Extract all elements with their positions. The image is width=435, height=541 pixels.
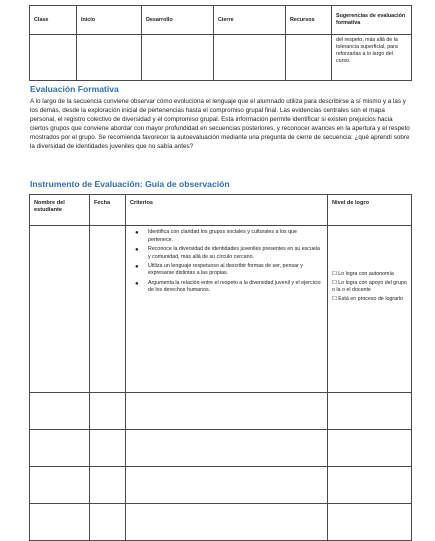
header-nombre: Nombre del estudiante — [30, 195, 90, 226]
cell-empty — [30, 430, 90, 467]
cell-empty — [126, 430, 328, 467]
cell-empty — [328, 430, 412, 467]
header-recursos: Recursos — [286, 6, 332, 35]
table-row — [30, 35, 412, 81]
cell-empty — [328, 467, 412, 504]
header-sugerencias: Sugerencias de evaluación formativa — [332, 6, 412, 35]
cell-empty — [90, 467, 126, 504]
criteria-item: ● Identifica con claridad los grupos sociales y culturales a los que pertenece. — [135, 229, 297, 243]
table-row — [30, 226, 412, 393]
cell-empty — [328, 504, 412, 541]
cell-fecha — [90, 226, 126, 393]
criteria-item: ● Reconoce la diversidad de identidades juveniles presentes en su escuela y comunidad, más allá de su círculo cercano. — [135, 245, 320, 260]
header-clase: Clase — [30, 6, 77, 35]
bullet-icon: ● — [135, 280, 139, 287]
header-inicio: Inicio — [77, 6, 142, 35]
bullet-icon: ● — [135, 246, 139, 253]
cell-desarrollo — [142, 35, 214, 81]
cell-empty — [30, 467, 90, 504]
header-nivel: Nivel de logro — [328, 195, 412, 226]
cell-empty — [30, 504, 90, 541]
header-criterios: Criterios — [126, 195, 328, 226]
criteria-item: ● Utiliza un lenguaje respetuoso al describir formas de ser, pensar y expresarse distintas a las propias. — [135, 262, 303, 277]
cell-nombre — [30, 226, 90, 393]
cell-cierre — [214, 35, 286, 81]
observation-guide-table — [29, 194, 412, 541]
bullet-icon: ● — [135, 263, 139, 270]
cell-recursos — [286, 35, 332, 81]
header-fecha: Fecha — [90, 195, 126, 226]
criteria-list — [126, 229, 327, 295]
table-row — [30, 393, 412, 430]
cell-empty — [90, 504, 126, 541]
table-row — [30, 430, 412, 467]
cell-inicio — [77, 35, 142, 81]
cell-nivel — [328, 226, 412, 393]
cell-empty — [30, 393, 90, 430]
table-row — [30, 467, 412, 504]
cell-clase — [30, 35, 77, 81]
cell-criterios — [126, 226, 328, 393]
cell-empty — [126, 467, 328, 504]
sequence-table — [29, 5, 412, 81]
cell-sugerencias: del respeto, más allá de la tolerancia superficial, para reforzarlas a lo largo del curso. — [332, 35, 412, 81]
bullet-icon: ● — [135, 230, 139, 236]
cell-empty — [126, 393, 328, 430]
formative-paragraph: A lo largo de la secuencia conviene observar cómo evoluciona el lenguaje que el alumnado utiliza para describirse a sí mismo y a las y los demás, desde la exploración inicial de pertenencias hasta el compromiso grupal final. Las evidencias centrales son el mapa personal, el registro colectivo de diversidad y el compromiso grupal. Esta información permite identificar si existen prejuicios hacia ciertos grupos que conviene abordar con mayor profundidad en secuencias posteriores, y reconocer avances en la apertura y el respeto mostrados por el grupo. Se recomienda favorecer la autoevaluación mediante una pregunta de cierre de secuencia: ¿qué aprendí sobre la diversidad de identidades juveniles que no sabía antes? — [30, 98, 410, 150]
cell-empty — [90, 393, 126, 430]
sequence-table-header — [30, 6, 412, 35]
instrument-heading: Instrumento de Evaluación: Guía de observación — [30, 179, 230, 189]
level-option-apoyo[interactable]: ☐ Lo logra con apoyo del grupo o la o el docente — [332, 279, 407, 294]
level-option-proceso[interactable]: ☐ Está en proceso de lograrlo — [332, 296, 403, 303]
formative-heading: Evaluación Formativa — [30, 84, 119, 94]
cell-empty — [90, 430, 126, 467]
level-option-autonomia[interactable]: ☐ Lo logra con autonomía — [332, 271, 394, 277]
observation-table-header — [30, 195, 412, 226]
header-desarrollo: Desarrollo — [142, 6, 214, 35]
header-cierre: Cierre — [214, 6, 286, 35]
table-row — [30, 504, 412, 541]
criteria-item: ● Argumenta la relación entre el respeto a la diversidad juvenil y el ejercicio de los derechos humanos. — [135, 279, 321, 294]
cell-empty — [328, 393, 412, 430]
cell-empty — [126, 504, 328, 541]
